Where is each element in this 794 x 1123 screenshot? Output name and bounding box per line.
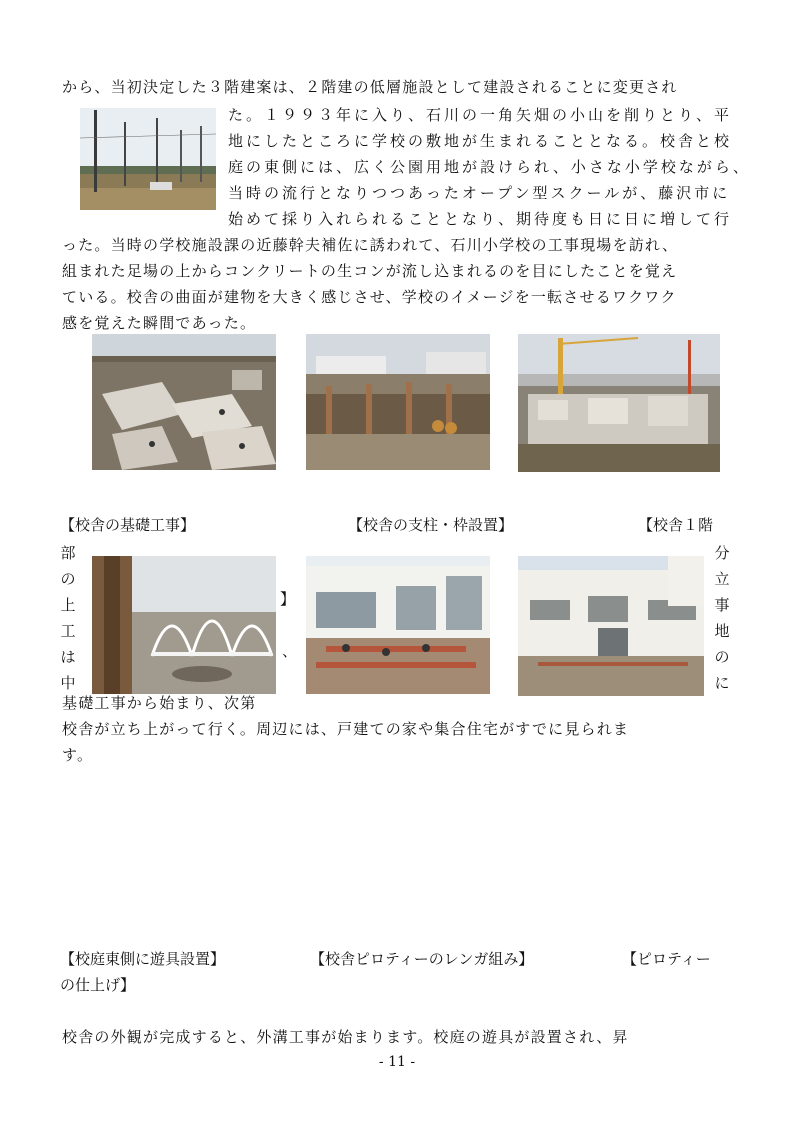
bracket-fragment: 】 bbox=[280, 590, 296, 608]
caption-foundation-work: 【校舎の基礎工事】 bbox=[60, 516, 196, 534]
comma-fragment: 、 bbox=[282, 642, 298, 660]
photo-site-poles bbox=[80, 108, 216, 210]
photo-pillar-formwork bbox=[306, 334, 490, 470]
photo-piloti-brickwork bbox=[306, 556, 490, 694]
photo-playground-equipment bbox=[92, 556, 276, 694]
paragraph-line: 地にしたところに学校の敷地が生まれることとなる。校舎と校 bbox=[228, 132, 733, 150]
caption-pillar-formwork: 【校舎の支柱・枠設置】 bbox=[348, 516, 514, 534]
paragraph-line: 基礎工事から始まり、次第 bbox=[62, 694, 257, 712]
paragraph-line: ている。校舎の曲面が建物を大きく感じさせ、学校のイメージを一転させるワクワク bbox=[62, 288, 677, 306]
caption-piloti-finish-cont: の仕上げ】 bbox=[60, 976, 136, 994]
side-text-right: 分 立 事 地 の に bbox=[714, 544, 730, 692]
caption-playground-equipment: 【校庭東側に遊具設置】 bbox=[60, 950, 226, 968]
paragraph-line: 校舎の外観が完成すると、外溝工事が始まります。校庭の遊具が設置され、昇 bbox=[62, 1028, 629, 1046]
paragraph-line: 当時の流行となりつつあったオープン型スクールが、藤沢市に bbox=[228, 184, 731, 202]
paragraph-line: から、当初決定した３階建案は、２階建の低層施設として建設されることに変更され bbox=[62, 78, 678, 96]
side-text-left: 部 の 上 工 は 中 bbox=[60, 544, 76, 692]
page-number: - 11 - bbox=[378, 1054, 416, 1070]
paragraph-line: た。１９９３年に入り、石川の一角矢畑の小山を削りとり、平 bbox=[228, 106, 733, 124]
paragraph-line: 感を覚えた瞬間であった。 bbox=[62, 314, 257, 332]
paragraph-line: 校舎が立ち上がって行く。周辺には、戸建ての家や集合住宅がすでに見られま bbox=[62, 720, 630, 738]
photo-crane-construction bbox=[518, 334, 720, 472]
paragraph-line: す。 bbox=[62, 746, 94, 764]
caption-piloti-finish: 【ピロティー bbox=[622, 950, 711, 968]
paragraph-line: 始めて採り入れられることとなり、期待度も日に日に増して行 bbox=[228, 210, 733, 228]
caption-first-floor: 【校舎１階 bbox=[638, 516, 714, 534]
paragraph-line: 庭の東側には、広く公園用地が設けられ、小さな小学校ながら、 bbox=[228, 158, 751, 176]
paragraph-line: 組まれた足場の上からコンクリートの生コンが流し込まれるのを目にしたことを覚え bbox=[62, 262, 678, 280]
caption-piloti-brickwork: 【校舎ピロティーのレンガ組み】 bbox=[310, 950, 534, 968]
photo-foundation-work bbox=[92, 334, 276, 470]
paragraph-line: った。当時の学校施設課の近藤幹夫補佐に誘われて、石川小学校の工事現場を訪れ、 bbox=[62, 236, 679, 254]
photo-piloti-finish bbox=[518, 556, 704, 696]
